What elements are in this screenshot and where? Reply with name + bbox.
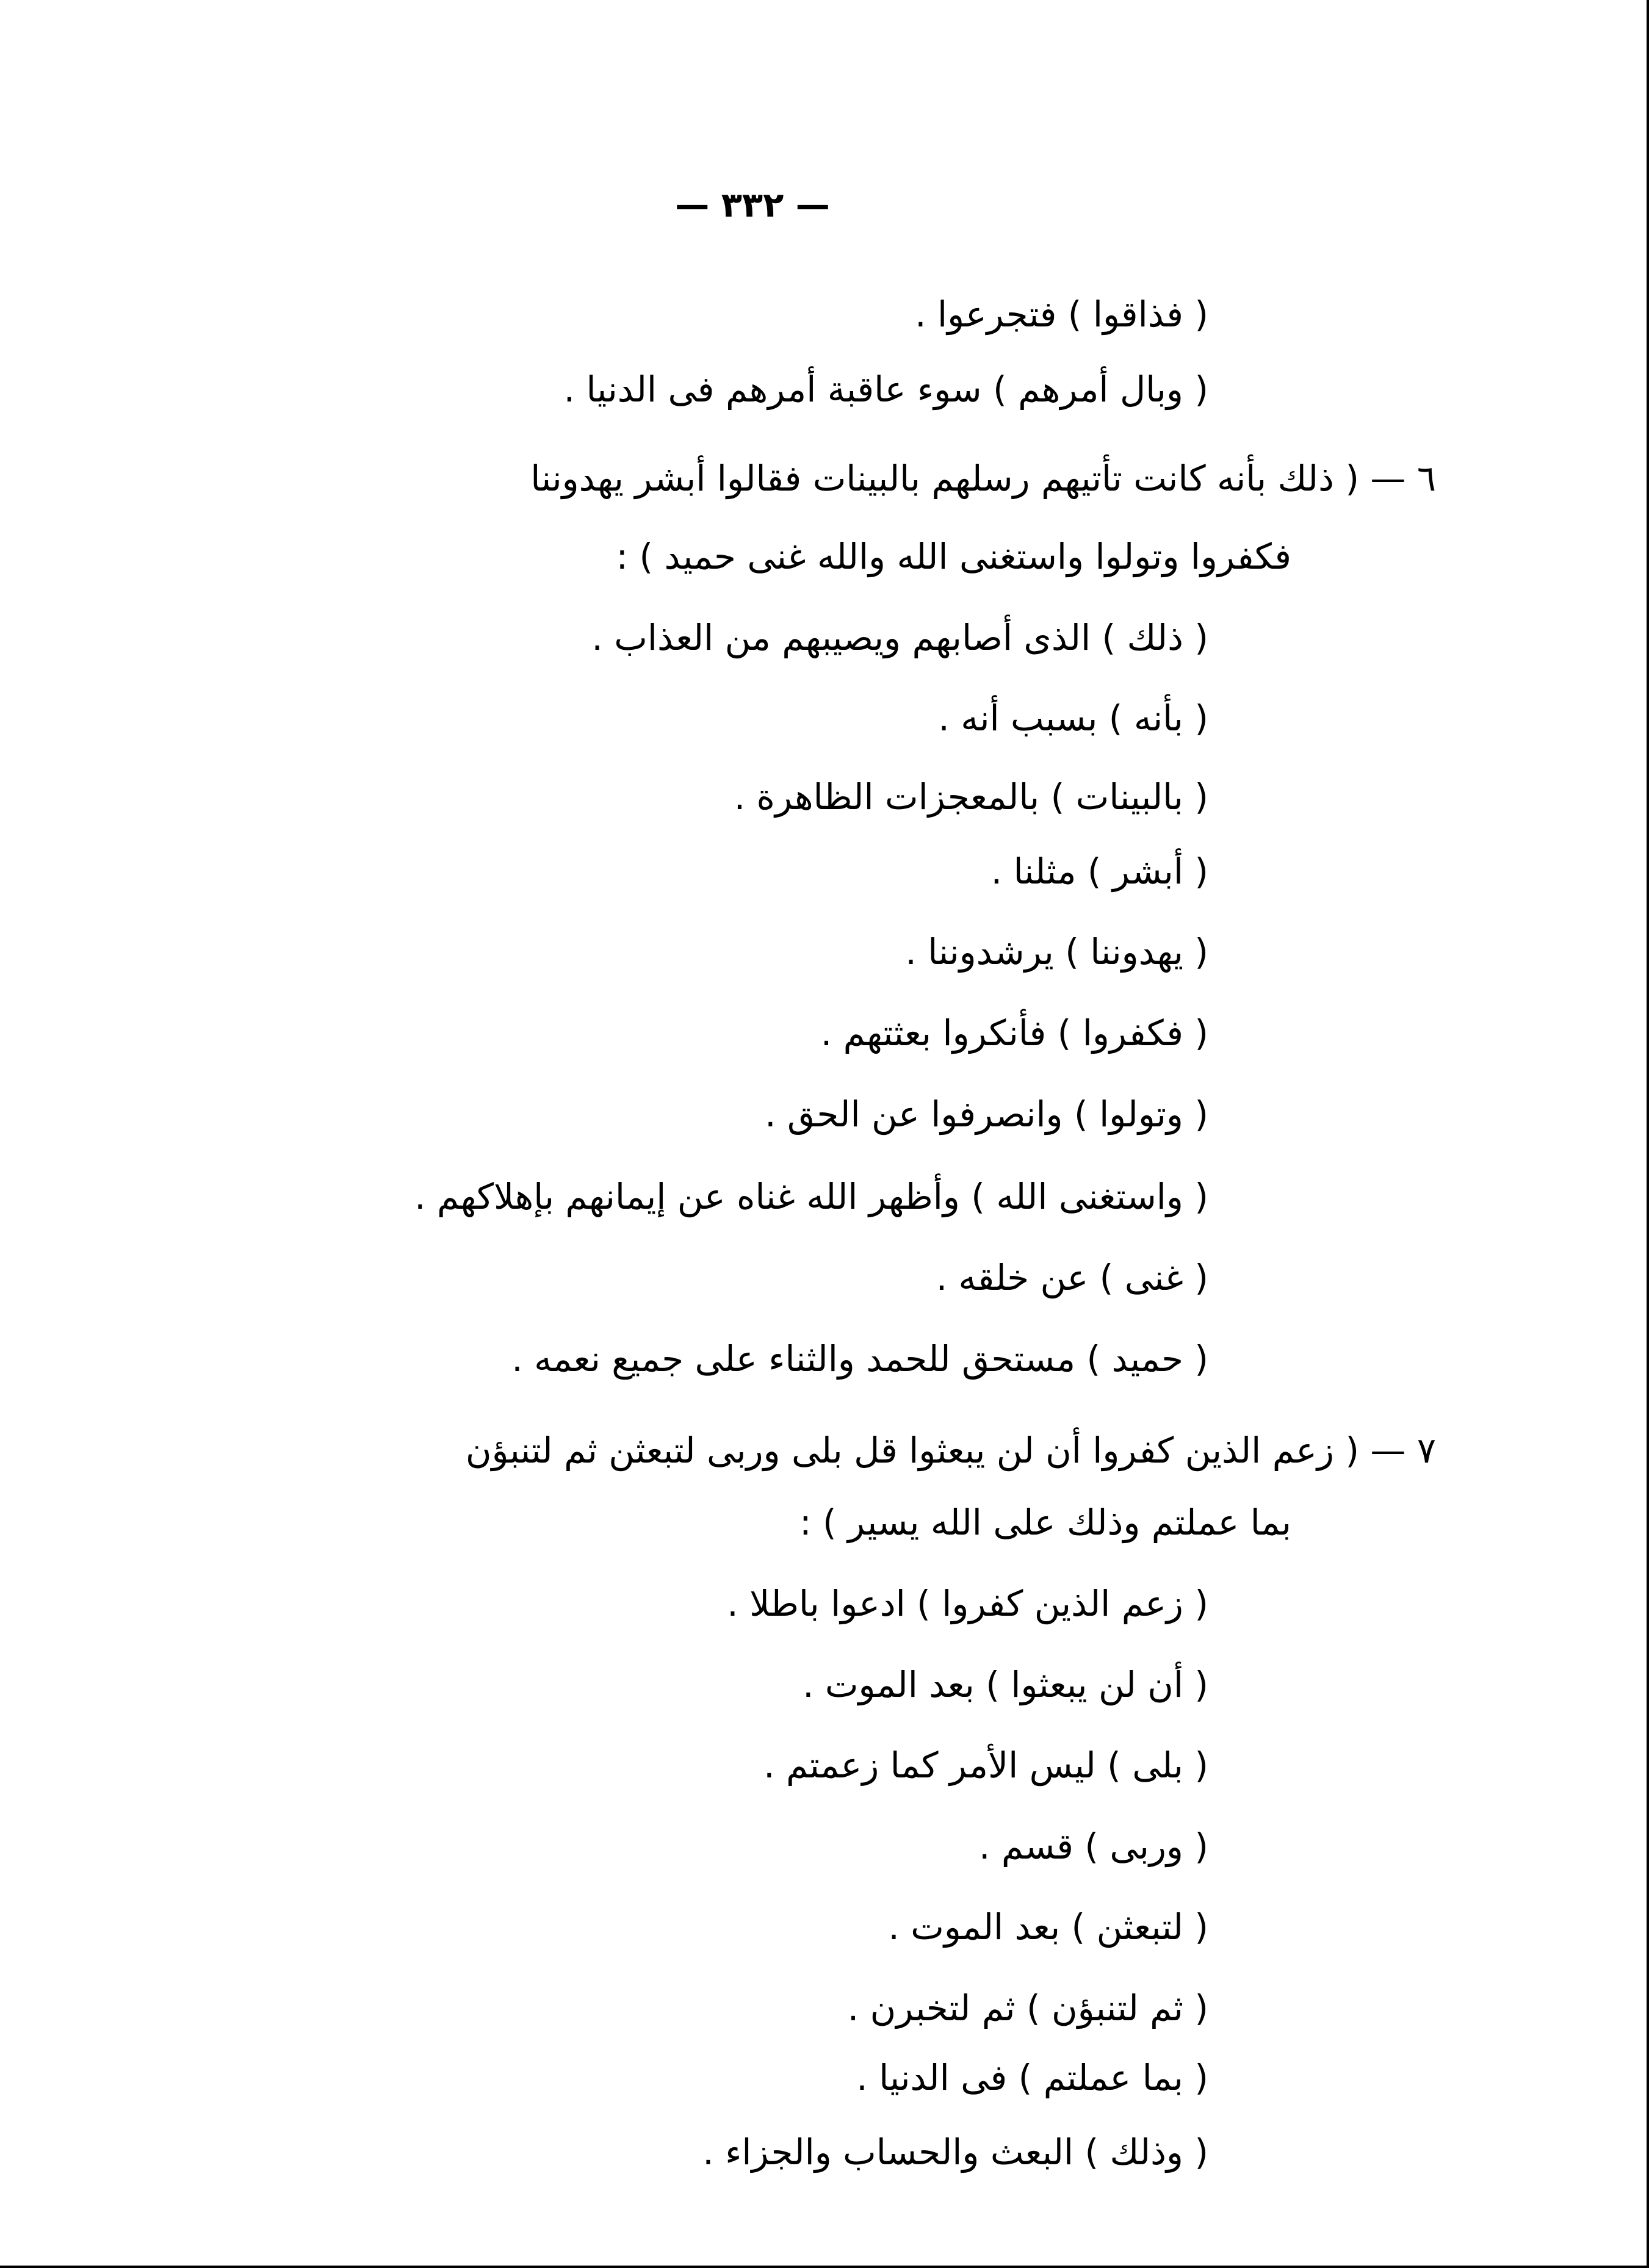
gloss-line: ( ذلك ) الذى أصابهم ويصيبهم من العذاب . [591,617,1208,658]
gloss-line: ( فكفروا ) فأنكروا بعثتهم . [820,1012,1208,1054]
gloss-line: ( وبال أمرهم ) سوء عاقبة أمرهم فى الدنيا . [563,369,1208,410]
gloss-line: ( أن لن يبعثوا ) بعد الموت . [803,1664,1208,1705]
gloss-line: ( حميد ) مستحق للحمد والثناء على جميع نعمه . [511,1338,1208,1380]
gloss-line: ( يهدوننا ) يرشدوننا . [905,931,1208,973]
gloss-line: ( غنى ) عن خلقه . [936,1257,1208,1298]
gloss-line: ( وذلك ) البعث والحساب والجزاء . [702,2131,1208,2173]
gloss-line: ( ثم لتنبؤن ) ثم لتخبرن . [847,1987,1208,2029]
gloss-line: ( بالبينات ) بالمعجزات الظاهرة . [734,776,1208,818]
gloss-line: ( بلى ) ليس الأمر كما زعمتم . [763,1744,1208,1786]
gloss-line: ( زعم الذين كفروا ) ادعوا باطلا . [727,1583,1208,1624]
page-number: — ٣٣٢ — [675,185,830,225]
gloss-line: ( وتولوا ) وانصرفوا عن الحق . [765,1093,1208,1135]
gloss-line: ( لتبعثن ) بعد الموت . [888,1906,1208,1948]
gloss-line: ( بما عملتم ) فى الدنيا . [856,2057,1208,2098]
gloss-line: ( واستغنى الله ) وأظهر الله غناه عن إيمانهم بإهلاكهم . [414,1176,1208,1217]
verse-line: ٧ — ( زعم الذين كفروا أن لن يبعثوا قل بلى وربى لتبعثن ثم لتنبؤن [465,1430,1436,1471]
gloss-line: ( أبشر ) مثلنا . [990,851,1208,892]
gloss-line: ( فذاقوا ) فتجرعوا . [915,293,1208,335]
verse-line: فكفروا وتولوا واستغنى الله والله غنى حميد ) : [616,536,1291,577]
verse-line: بما عملتم وذلك على الله يسير ) : [799,1502,1291,1543]
verse-line: ٦ — ( ذلك بأنه كانت تأتيهم رسلهم بالبينات فقالوا أبشر يهدوننا [530,458,1436,499]
gloss-line: ( وربى ) قسم . [978,1826,1208,1867]
gloss-line: ( بأنه ) بسبب أنه . [938,697,1208,739]
